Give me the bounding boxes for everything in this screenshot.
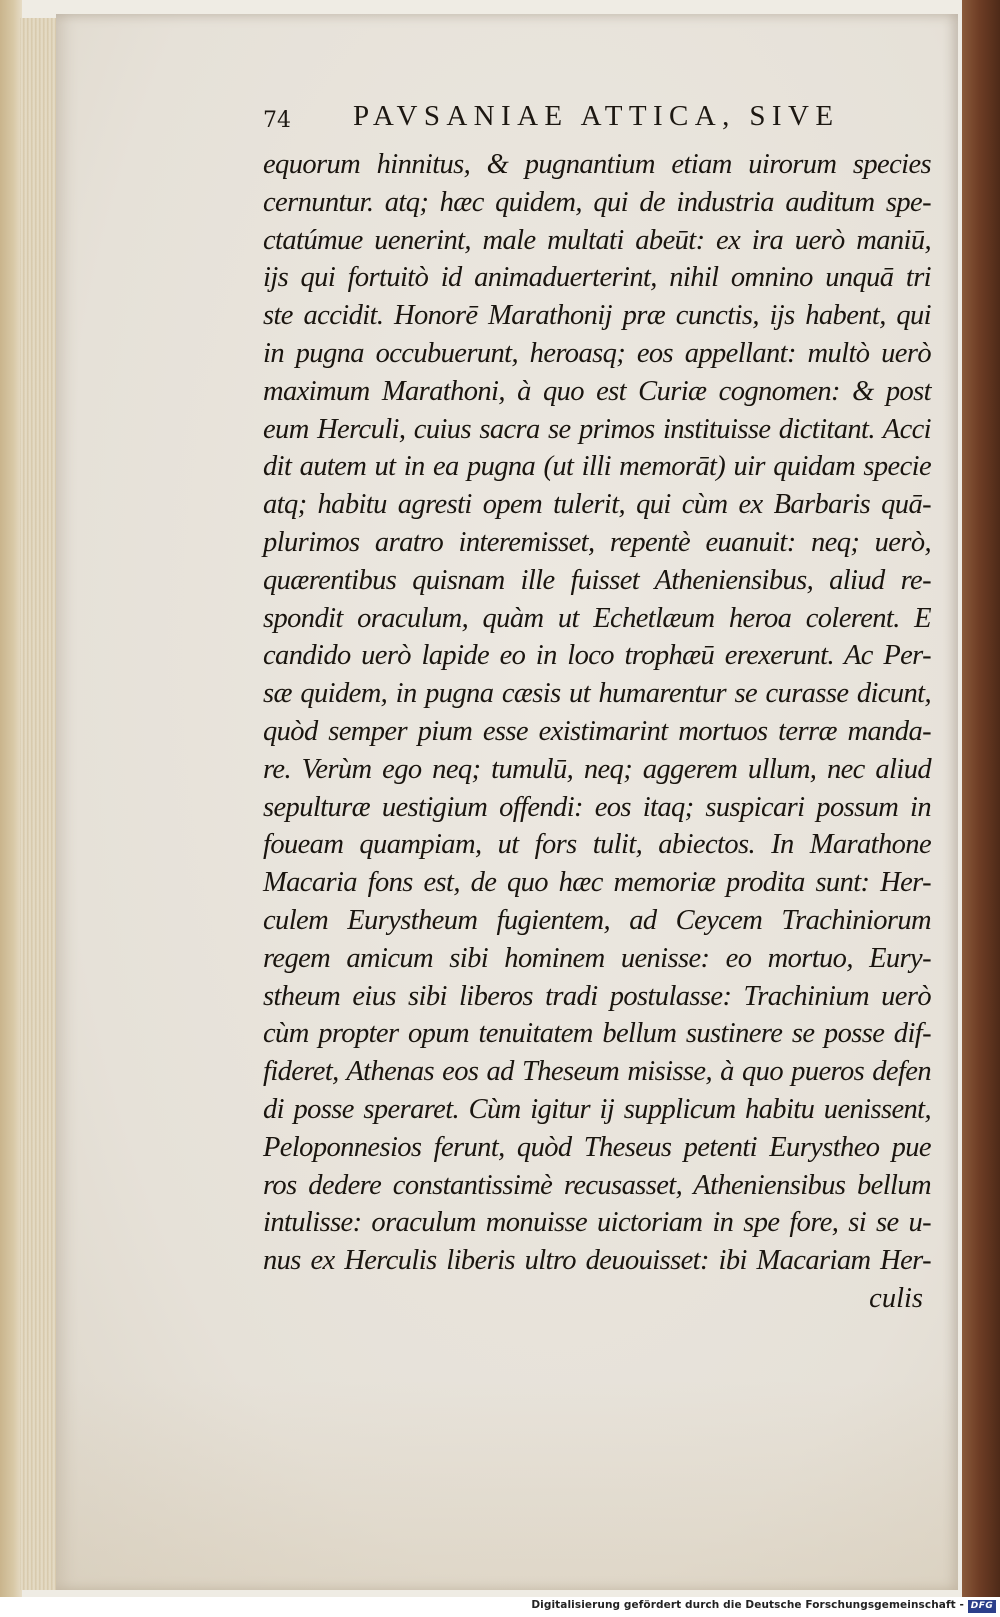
text-line: plurimos aratro interemisset, repentè euanuit: neq; uerò, [263, 526, 931, 558]
text-line: sepulturæ uestigium offendi: eos itaq; suspicari possum in [263, 791, 931, 823]
text-line: foueam quampiam, ut fors tulit, abiectos. In Marathone [263, 829, 931, 861]
text-line: equorum hinnitus, & pugnantium etiam uirorum species [263, 149, 931, 180]
text-line: spondit oraculum, quàm ut Echetlæum heroa colerent. E [263, 602, 931, 634]
text-line: cernuntur. atq; hæc quidem, qui de industria auditum spe- [263, 186, 931, 218]
text-line: eum Herculi, cuius sacra se primos instituisse dictitant. Acci [263, 413, 931, 445]
text-line: dit autem ut in ea pugna (ut illi memorāt) uir quidam specie [263, 451, 931, 483]
book-binding-right [962, 0, 1000, 1600]
page-discoloration [56, 1380, 958, 1590]
text-line: maximum Marathoni, à quo est Curiæ cognomen: & post [263, 375, 931, 407]
text-line: quærentibus quisnam ille fuisset Atheniensibus, aliud re- [263, 564, 931, 596]
catchword-row [263, 1280, 931, 1318]
body-text [263, 146, 931, 1318]
text-line: cùm propter opum tenuitatem bellum sustinere se posse dif- [263, 1018, 931, 1050]
text-line: stheum eius sibi liberos tradi postulasse: Trachinium uerò [263, 980, 931, 1012]
page-edges [20, 18, 59, 1590]
text-line: atq; habitu agresti opem tulerit, qui cùm ex Barbaris quā- [263, 489, 931, 521]
running-title: PAVSANIAE ATTICA, SIVE [353, 100, 840, 132]
book-board-left [0, 0, 22, 1600]
text-line: re. Verùm ego neq; tumulū, neq; aggerem ullum, nec aliud [263, 753, 931, 785]
text-line: ctatúmue uenerint, male multati abeūt: ex ira uerò maniū, [263, 224, 931, 256]
text-line: ijs qui fortuitò id animaduerterint, nihil omnino unquā tri [263, 262, 931, 294]
running-head [263, 100, 903, 144]
page-number: 74 [263, 108, 291, 133]
text-line: candido uerò lapide eo in loco trophæū erexerunt. Ac Per- [263, 640, 931, 672]
text-line: regem amicum sibi hominem uenisse: eo mortuo, Eury- [263, 942, 931, 974]
text-line: Peloponnesios ferunt, quòd Theseus petenti Eurystheo pue [263, 1131, 931, 1163]
text-line: quòd semper pium esse existimarint mortuos terræ manda- [263, 715, 931, 747]
text-line: di posse speraret. Cùm igitur ij supplicum habitu uenissent, [263, 1093, 931, 1125]
text-line: culem Eurystheum fugientem, ad Ceycem Trachiniorum [263, 904, 931, 936]
text-line: ros dedere constantissimè recusasset, Atheniensibus bellum [263, 1169, 931, 1201]
digitization-credit: Digitalisierung gefördert durch die Deutsche Forschungsgemeinschaft - [531, 1599, 964, 1611]
text-line: in pugna occubuerunt, heroasq; eos appellant: multò uerò [263, 337, 931, 369]
text-line: ste accidit. Honorē Marathonij præ cunctis, ijs habent, qui [263, 300, 931, 332]
dfg-logo: DFG [968, 1600, 996, 1613]
text-line: fideret, Athenas eos ad Theseum misisse, à quo pueros defen [263, 1056, 931, 1088]
catchword: culis [869, 1282, 923, 1314]
text-line: Macaria fons est, de quo hæc memoriæ prodita sunt: Her- [263, 867, 931, 899]
text-line: sæ quidem, in pugna cæsis ut humarentur se curasse dicunt, [263, 678, 931, 710]
text-line: intulisse: oraculum monuisse uictoriam in spe fore, si se u- [263, 1207, 931, 1239]
text-line: nus ex Herculis liberis ultro deuouisset: ibi Macariam Her- [263, 1245, 931, 1277]
